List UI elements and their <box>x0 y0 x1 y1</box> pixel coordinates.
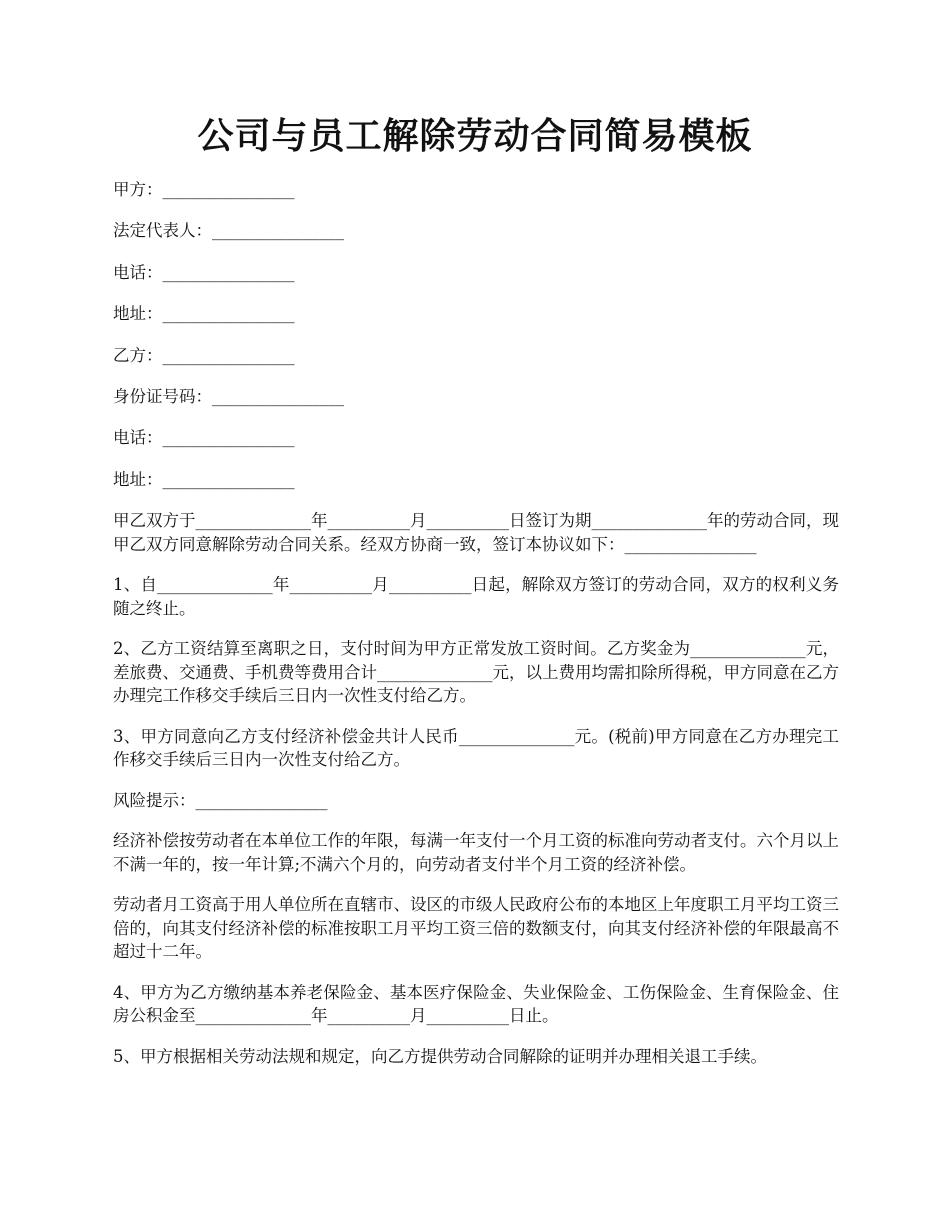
party-a-field: 甲方：________________ <box>113 180 295 199</box>
clause-3: 3、甲方同意向乙方支付经济补偿金共计人民币______________元。(税前)甲方同意在乙方办理完工作移交手续后三日内一次性支付给乙方。 <box>113 726 839 770</box>
risk-note-paragraph-1: 经济补偿按劳动者在本单位工作的年限，每满一年支付一个月工资的标准向劳动者支付。六个月以上不满一年的，按一年计算;不满六个月的，向劳动者支付半个月工资的经济补偿。 <box>113 831 839 874</box>
clause-4: 4、甲方为乙方缴纳基本养老保险金、基本医疗保险金、失业保险金、工伤保险金、生育保险金、住房公积金至______________年__________月__________日止。 <box>113 982 839 1026</box>
risk-notice: 风险提示：________________ <box>113 790 328 810</box>
party-b-address-field: 地址：________________ <box>113 469 295 489</box>
party-a-address-field: 地址：________________ <box>113 304 295 324</box>
intro-paragraph: 甲乙双方于______________年__________月__________日签订为期______________年的劳动合同，现甲乙双方同意解除劳动合同关系。经双方协商一致，签订本协议如下：________________ <box>113 511 839 554</box>
party-a-phone-field: 电话：________________ <box>113 262 295 282</box>
document-title: 公司与员工解除劳动合同简易模板 <box>197 115 753 157</box>
legal-representative-field: 法定代表人：________________ <box>113 221 344 241</box>
clause-5: 5、甲方根据相关劳动法规和规定，向乙方提供劳动合同解除的证明并办理相关退工手续。 <box>113 1046 767 1066</box>
clause-2: 2、乙方工资结算至离职之日，支付时间为甲方正常发放工资时间。乙方奖金为______________元，差旅费、交通费、手机费等费用合计______________元，以上费用均需扣除所得税，甲方同意在乙方办理完工作移交手续后三日内一次性支付给乙方。 <box>113 639 839 706</box>
risk-note-paragraph-2: 劳动者月工资高于用人单位所在直辖市、设区的市级人民政府公布的本地区上年度职工月平均工资三倍的，向其支付经济补偿的标准按职工月平均工资三倍的数额支付，向其支付经济补偿的年限最高不超过十二年。 <box>113 895 839 962</box>
id-number-field: 身份证号码：________________ <box>113 386 344 406</box>
party-b-phone-field: 电话：________________ <box>113 428 295 448</box>
party-b-field: 乙方：________________ <box>113 345 295 365</box>
clause-1: 1、自______________年__________月__________日起，解除双方签订的劳动合同，双方的权利义务随之终止。 <box>113 575 839 618</box>
document-body <box>113 178 839 1085</box>
